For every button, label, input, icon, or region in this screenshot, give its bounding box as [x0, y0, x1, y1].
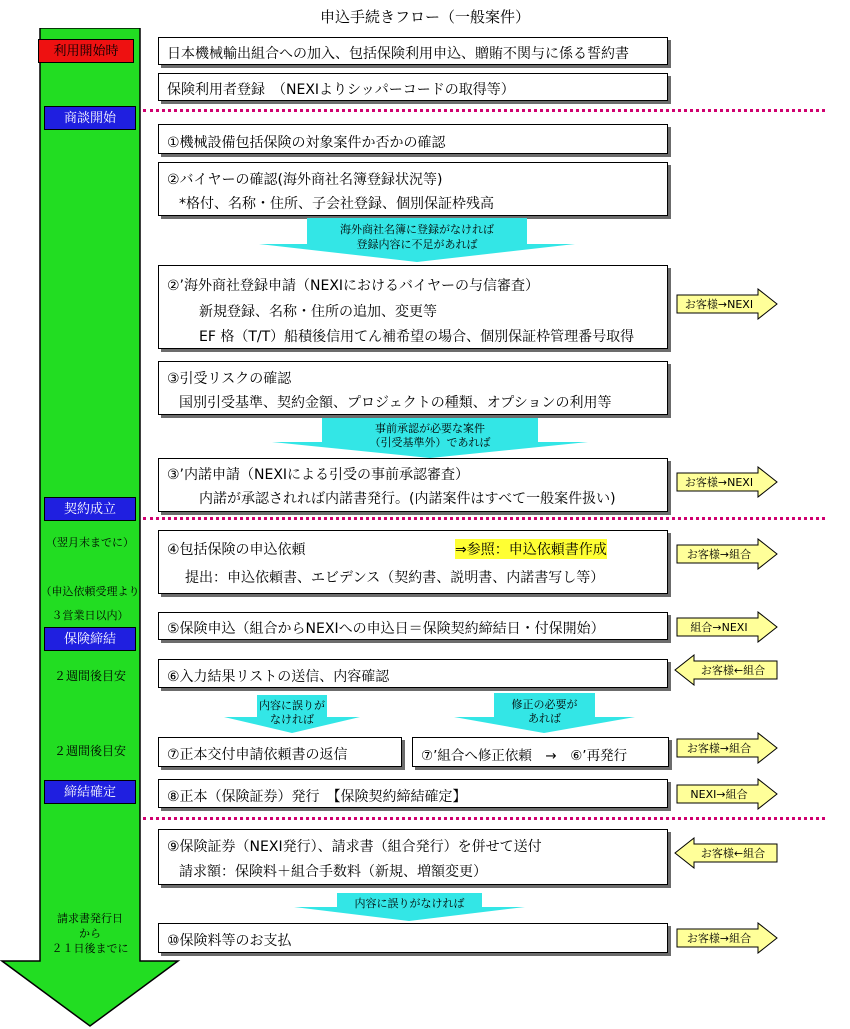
- stage-contract: 契約成立: [44, 497, 136, 521]
- step-7-box: [158, 737, 402, 767]
- step-join-box: [158, 37, 668, 65]
- down-arrow-pay: [292, 893, 527, 921]
- step-6-text: ⑥入力結果リストの送信、内容確認: [167, 669, 390, 685]
- side-arrow-5-label: お客様←組合: [700, 664, 766, 677]
- side-arrow-6: [676, 732, 778, 764]
- side-arrow-7-label: NEXI→組合: [690, 788, 748, 801]
- step-5-box: [158, 612, 668, 640]
- step-8-text: ⑧正本（保険証券）発行 【保険契約締結確定】: [167, 789, 467, 805]
- down-arrow-approval-line1: 事前承認が必要な案件: [375, 422, 485, 435]
- stage-confirmed: 締結確定: [44, 780, 136, 804]
- step-10-text: ⑩保険料等のお支払: [167, 933, 292, 949]
- down-arrow-approval-line2: （引受基準外）であれば: [369, 436, 491, 449]
- divider-confirmed: [143, 817, 825, 820]
- step-2p-line1: ②’海外商社登録申請（NEXIにおけるバイヤーの与信審査）: [167, 278, 540, 294]
- note-two-weeks-a: ２週間後目安: [53, 669, 126, 683]
- down-arrow-no-error-line2: なければ: [270, 713, 314, 726]
- side-arrow-4-label: 組合→NEXI: [690, 621, 748, 634]
- step-register-box: [158, 73, 668, 101]
- down-arrow-register-line2: 登録内容に不足があれば: [356, 238, 478, 251]
- note-invoice-3: ２１日後までに: [51, 942, 129, 955]
- step-3p-line1: ③’内諾申請（NEXIによる引受の事前承認審査）: [167, 467, 470, 483]
- step-7-text: ⑦正本交付申請依頼書の返信: [167, 747, 348, 763]
- step-5-text: ⑤保険申込（組合からNEXIへの申込日＝保険契約締結日・付保開始）: [167, 621, 605, 637]
- step-2p-line2: 新規登録、名称・住所の追加、変更等: [199, 304, 437, 320]
- page-title: 申込手続きフロー（一般案件）: [319, 8, 530, 26]
- step-3-line2: 国別引受基準、契約金額、プロジェクトの種類、オプションの利用等: [179, 395, 612, 411]
- note-invoice-1: 請求書発行日: [57, 912, 123, 925]
- down-arrow-no-error-line1: 内容に誤りが: [259, 699, 325, 712]
- side-arrow-3-label: お客様→組合: [686, 548, 752, 561]
- step-3-box: [158, 361, 668, 415]
- down-arrow-register: [257, 218, 577, 262]
- divider-contract: [143, 517, 825, 520]
- step-9-line2: 請求額：保険料＋組合手数料（新規、増額変更）: [179, 864, 487, 880]
- step-4-box: [158, 530, 668, 594]
- step-2p-box: [158, 265, 668, 349]
- side-arrow-8-label: お客様←組合: [700, 847, 766, 860]
- stage-start: 利用開始時: [38, 39, 134, 63]
- step-9-box: [158, 829, 668, 885]
- side-arrow-2-label: お客様→NEXI: [684, 476, 754, 489]
- stage-negotiation: 商談開始: [44, 106, 136, 130]
- step-7p-text: ⑦’組合へ修正依頼 → ⑥’再発行: [421, 748, 628, 764]
- side-arrow-4: [676, 611, 778, 643]
- stage-insurance: 保険締結: [44, 627, 136, 651]
- note-after-receipt-1: （申込依頼受理より: [40, 585, 140, 598]
- step-3p-line2: 内諾が承認されれば内諾書発行。(内諾案件はすべて一般案件扱い): [199, 491, 616, 507]
- down-arrow-approval: [270, 418, 590, 458]
- side-arrow-9-label: お客様→組合: [686, 932, 752, 945]
- side-arrow-9: [676, 922, 778, 954]
- note-after-receipt-2: ３営業日以内）: [51, 609, 129, 622]
- step-3p-box: [158, 458, 668, 512]
- note-by-month-end: （翌月末までに）: [46, 536, 134, 549]
- step-2p-line3: EF 格（T/T）船積後信用てん補希望の場合、個別保証枠管理番号取得: [199, 329, 635, 345]
- side-arrow-7: [676, 778, 778, 810]
- step-register-text: 保険利用者登録 （NEXIよりシッパーコードの取得等）: [167, 82, 515, 98]
- down-arrow-register-line1: 海外商社名簿に登録がなければ: [340, 223, 494, 236]
- step-6-box: [158, 659, 668, 688]
- step-4-line1: ④包括保険の申込依頼: [167, 542, 306, 558]
- step-4-line2: 提出：申込依頼書、エビデンス（契約書、説明書、内諾書写し等）: [185, 570, 605, 586]
- step-9-line1: ⑨保険証券（NEXI発行）、請求書（組合発行）を併せて送付: [167, 839, 542, 855]
- step-3-line1: ③引受リスクの確認: [167, 371, 292, 387]
- note-invoice-2: から: [79, 927, 101, 940]
- step-join-text: 日本機械輸出組合への加入、包括保険利用申込、贈賄不関与に係る誓約書: [167, 46, 629, 62]
- divider-negotiation: [143, 109, 825, 112]
- down-arrow-pay-line1: 内容に誤りがなければ: [354, 897, 465, 910]
- down-arrow-fix: [452, 693, 637, 733]
- step-7p-box: [412, 737, 669, 767]
- step-2-line2: *格付、名称・住所、子会社登録、個別保証枠残高: [179, 196, 494, 212]
- side-arrow-2: [676, 466, 778, 498]
- step-2-box: [158, 162, 668, 216]
- step-4-reference[interactable]: ⇒参照：申込依頼書作成: [455, 539, 607, 559]
- step-1-text: ①機械設備包括保険の対象案件か否かの確認: [167, 135, 446, 151]
- side-arrow-6-label: お客様→組合: [686, 742, 752, 755]
- step-1-box: [158, 124, 668, 154]
- note-two-weeks-b: ２週間後目安: [53, 744, 126, 758]
- side-arrow-8: [674, 837, 778, 869]
- down-arrow-fix-line1: 修正の必要が: [511, 698, 578, 711]
- step-2-line1: ②バイヤーの確認(海外商社名簿登録状況等): [167, 172, 443, 188]
- side-arrow-1: [676, 288, 778, 320]
- side-arrow-5: [674, 654, 778, 686]
- down-arrow-fix-line2: あれば: [528, 712, 561, 725]
- side-arrow-3: [676, 538, 778, 570]
- down-arrow-no-error: [222, 695, 362, 733]
- step-10-box: [158, 923, 668, 953]
- side-arrow-1-label: お客様→NEXI: [684, 298, 754, 311]
- step-8-box: [158, 779, 668, 808]
